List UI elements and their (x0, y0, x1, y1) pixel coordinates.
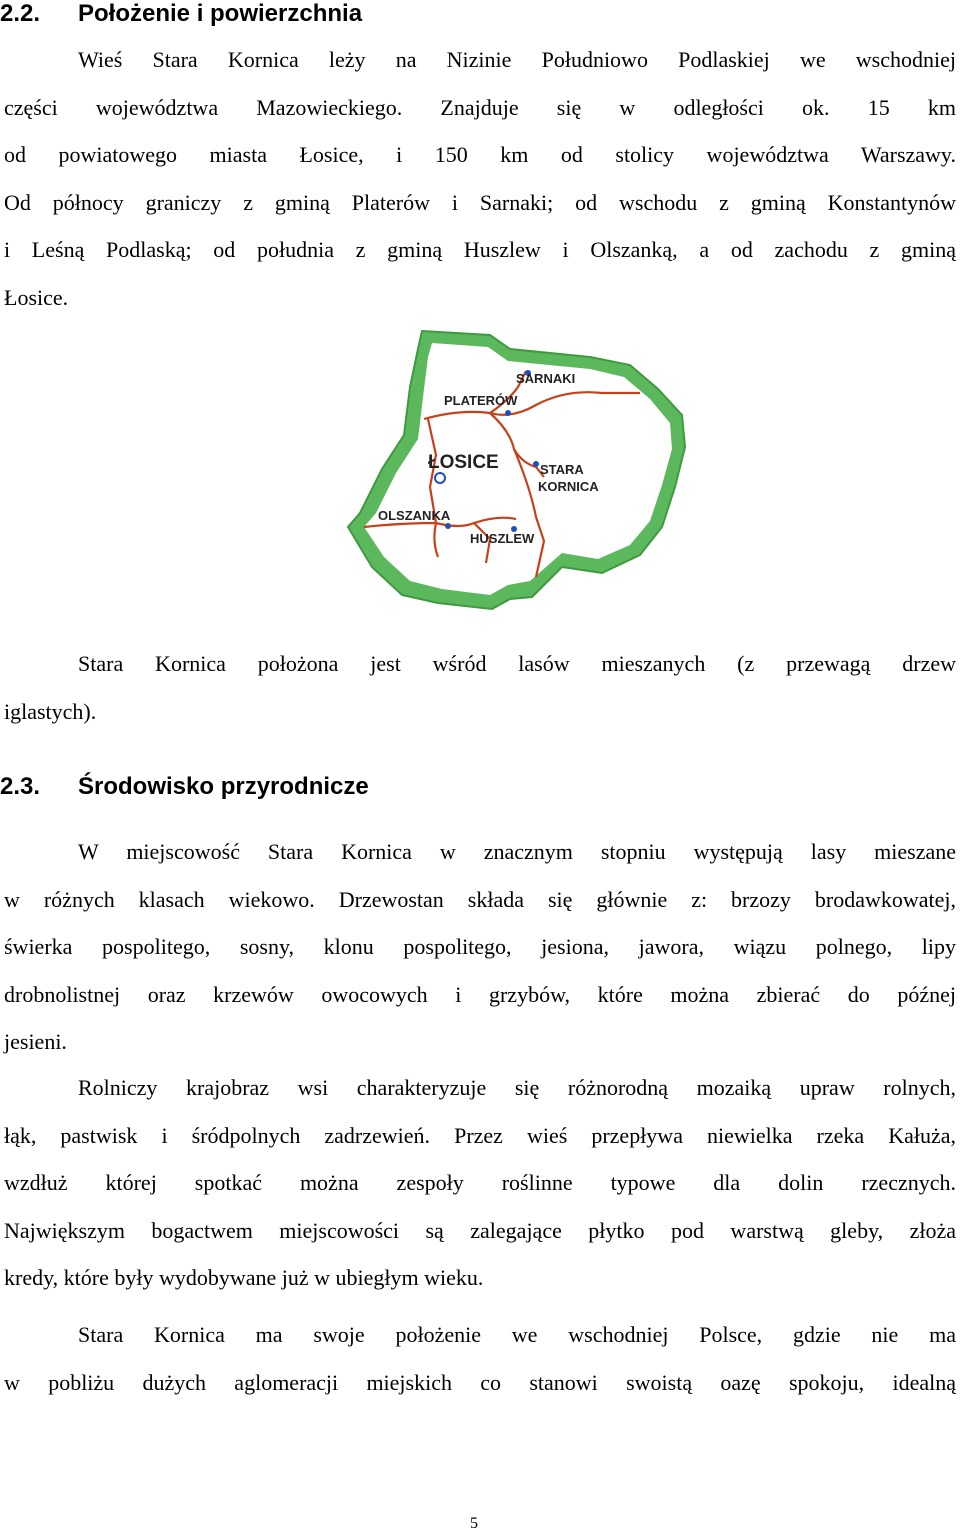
paragraph-line: drobnolistnej oraz krzewów owocowych i grzybów, które można zbierać do późnej (4, 981, 956, 1007)
municipality-map (340, 327, 690, 617)
paragraph-line: jesieni. (4, 1029, 67, 1054)
environment-paragraph-2 (4, 1064, 956, 1302)
paragraph-line: w różnych klasach wiekowo. Drzewostan składa się głównie z: brzozy brodawkowatej, (4, 886, 956, 912)
paragraph-line: w pobliżu dużych aglomeracji miejskich co stanowi swoistą oazę spokoju, idealną (4, 1369, 956, 1395)
map-label-huszlew: HUSZLEW (470, 531, 535, 546)
paragraph-line: części województwa Mazowieckiego. Znajduje się w odległości ok. 15 km (4, 94, 956, 120)
paragraph-line: Największym bogactwem miejscowości są zalegające płytko pod warstwą gleby, złoża (4, 1217, 956, 1243)
paragraph-line: Od północy graniczy z gminą Platerów i Sarnaki; od wschodu z gminą Konstantynów (4, 189, 956, 215)
paragraph-line: kredy, które były wydobywane już w ubiegłym wieku. (4, 1265, 484, 1290)
map-label-olszanka: OLSZANKA (378, 508, 451, 523)
paragraph-line: wzdłuż której spotkać można zespoły roślinne typowe dla dolin rzecznych. (4, 1170, 956, 1195)
map-label-kornica: KORNICA (538, 479, 599, 494)
map-label-sarnaki: SARNAKI (516, 371, 576, 386)
map-label-losice: ŁOSICE (428, 452, 499, 473)
olszanka-town-marker (445, 523, 451, 529)
map-label-platerow: PLATERÓW (444, 393, 518, 408)
environment-paragraph-3 (4, 1311, 956, 1406)
paragraph-line: Stara Kornica położona jest wśród lasów mieszanych (z przewagą drzew (78, 651, 956, 676)
paragraph-line: świerka pospolitego, sosny, klonu pospolitego, jesiona, jawora, wiązu polnego, lipy (4, 934, 956, 959)
section-title: Położenie i powierzchnia (78, 0, 363, 27)
page-number: 5 (470, 1515, 478, 1532)
paragraph-line: W miejscowość Stara Kornica w znacznym stopniu występują lasy mieszane (78, 839, 956, 864)
section-heading-2-2 (0, 0, 362, 28)
section-heading-2-3 (0, 773, 369, 801)
location-paragraph (4, 36, 956, 321)
map-label-stara: STARA (540, 462, 584, 477)
platerow-town-marker (505, 410, 511, 416)
section-number: 2.2. (0, 0, 41, 27)
paragraph-line: Wieś Stara Kornica leży na Nizinie Południowo Podlaskiej we wschodniej (78, 47, 956, 72)
paragraph-line: Stara Kornica ma swoje położenie we wschodniej Polsce, gdzie nie ma (78, 1322, 956, 1347)
stara-kornica-town-marker (533, 461, 539, 467)
paragraph-line: iglastych). (4, 698, 97, 724)
paragraph-line: i Leśną Podlaską; od południa z gminą Huszlew i Olszanką, a od zachodu z gminą (4, 237, 956, 262)
paragraph-line: Łosice. (4, 284, 69, 310)
section-number: 2.3. (0, 773, 41, 800)
forest-paragraph (4, 640, 956, 735)
paragraph-line: Rolniczy krajobraz wsi charakteryzuje się różnorodną mozaiką upraw rolnych, (78, 1075, 956, 1100)
environment-paragraph-1 (4, 828, 956, 1066)
section-title: Środowisko przyrodnicze (78, 773, 369, 800)
paragraph-line: od powiatowego miasta Łosice, i 150 km od stolicy województwa Warszawy. (4, 142, 956, 167)
paragraph-line: łąk, pastwisk i śródpolnych zadrzewień. Przez wieś przepływa niewielka rzeka Kałuża, (4, 1122, 956, 1148)
